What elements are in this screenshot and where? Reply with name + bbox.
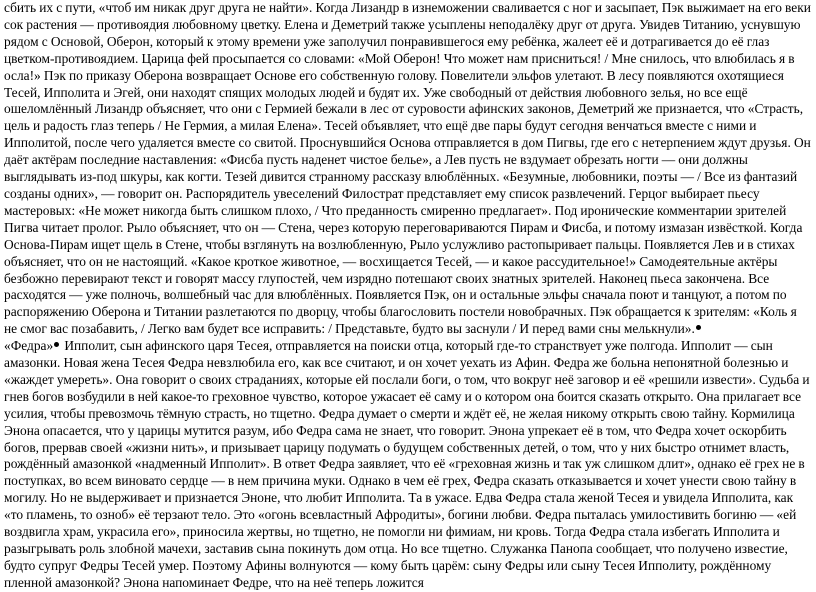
paragraph-2-title: «Федра» xyxy=(4,338,54,354)
text-paragraph xyxy=(4,0,812,338)
text-paragraph xyxy=(4,338,812,592)
paragraph-1-text: сбить их с пути, «чтоб им никак друг друга не найти». Когда Лизандр в изнеможении сваливается с ног и засыпает, Пэк выжимает на его веки сок растения — противоядия любовному цветку. Елена и Деметрий также усыплены неподалёку друг от друга. Увидев Титанию, уснувшую рядом с Основой, Оберон, который к этому времени уже заполучил понравившегося ему ребёнка, жалеет её и дотрагивается до её глаз цветком-противоядием. Царица фей просыпается со словами: «Мой Оберон! Что может нам присниться! / Мне снилось, что влюбилась я в осла!» Пэк по приказу Оберона возвращает Основе его собственную голову. Повелители эльфов улетают. В лесу появляются охотящиеся Тесей, Ипполита и Эгей, они находят спящих молодых людей и будят их. Уже свободный от действия любовного зелья, но все ещё ошеломлённый Лизандр объясняет, что они с Гермией бежали в лес от суровости афинских законов, Деметрий же признается, что «Страсть, цель и радость глаз теперь / Не Гермия, а милая Елена». Тесей объявляет, что ещё две пары будут сегодня венчаться вместе с ними и Ипполитой, после чего удаляется вместе со свитой. Проснувшийся Основа отправляется в дом Пигвы, где его с нетерпением ждут друзья. Он даёт актёрам последние наставления: «Фисба пусть наденет чистое белье», а Лев пусть не вздумает обрезать ногти — они должны выглядывать из-под шкуры, как когти. Тезей дивится странному рассказу влюблённых. «Безумные, любовники, поэты — / Все из фантазий созданы одних», — говорит он. Распорядитель увеселений Филострат представляет ему список развлечений. Герцог выбирает пьесу мастеровых: «Не может никогда быть слишком плохо, / Что преданность смиренно предлагает». Под иронические комментарии зрителей Пигва читает пролог. Рыло объясняет, что он — Стена, через которую переговариваются Пирам и Фисба, и потому измазан извёсткой. Когда Основа-Пирам ищет щель в Стене, чтобы взглянуть на возлюбленную, Рыло услужливо растопыривает пальцы. Появляется Лев и в стихах объясняет, что он не настоящий. «Какое кроткое животное, — восхищается Тесей, — и какое рассудительное!» Самодеятельные актёры безбожно перевирают текст и говорят массу глупостей, чем изрядно потешают своих знатных зрителей. Наконец пьеса закончена. Все расходятся — уже полночь, волшебный час для влюблённых. Появляется Пэк, он и остальные эльфы сначала поют и танцуют, а потом по распоряжению Оберона и Титании разлетаются по дворцу, чтобы благословить постели новобрачных. Пэк обращается к зрителям: «Коль я не смог вас позабавить, / Легко вам будет все исправить: / Представьте, будто вы заснули / И перед вами сны мелькнули». xyxy=(4,0,811,337)
paragraph-2-text: Ипполит, сын афинского царя Тесея, отправляется на поиски отца, который где-то странствует уже полгода. Ипполит — сын амазонки. Новая жена Тесея Федра невзлюбила его, как все считают, и он хочет уехать из Афин. Федра же больна непонятной болезнью и «жаждет умереть». Она говорит о своих страданиях, которые ей послали боги, о том, что вокруг неё заговор и её «решили извести». Судьба и гнев богов возбудили в ней какое-то греховное чувство, которое ужасает её саму и о котором она боится сказать открыто. Она прилагает все усилия, чтобы превозмочь тёмную страсть, но тщетно. Федра думает о смерти и ждёт её, не желая никому открыть свою тайну. Кормилица Энона опасается, что у царицы мутится разум, ибо Федра сама не знает, что говорит. Энона упрекает её в том, что Федра хочет оскорбить богов, прервав своей «жизни нить», и призывает царицу подумать о будущем собственных детей, о том, что у них быстро отнимет власть, рождённый амазонкой «надменный Ипполит». В ответ Федра заявляет, что её «греховная жизнь и так уж слишком длит», однако её грех не в поступках, во всем виновато сердце — в нем причина муки. Однако в чем её грех, Федра сказать отказывается и хочет унести свою тайну в могилу. Но не выдерживает и признается Эноне, что любит Ипполита. Та в ужасе. Едва Федра стала женой Тесея и увидела Ипполита, как «то пламень, то озноб» её терзают тело. Это «огонь всевластный Афродиты», богини любви. Федра пыталась умилостивить богиню — «ей воздвигла храм, украсила его», приносила жертвы, но тщетно, не помогли ни фимиам, ни кровь. Тогда Федра стала избегать Ипполита и разыгрывать роль злобной мачехи, заставив сына покинуть дом отца. Но все тщетно. Служанка Панопа сообщает, что получено известие, будто супруг Федры Тесей умер. Поэтому Афины волнуются — кому быть царём: сыну Федры или сыну Тесея Ипполиту, рождённому пленной амазонкой? Энона напоминает Федре, что на неё теперь ложится xyxy=(4,338,810,590)
bullet-icon xyxy=(696,325,701,330)
bullet-icon xyxy=(54,342,59,347)
